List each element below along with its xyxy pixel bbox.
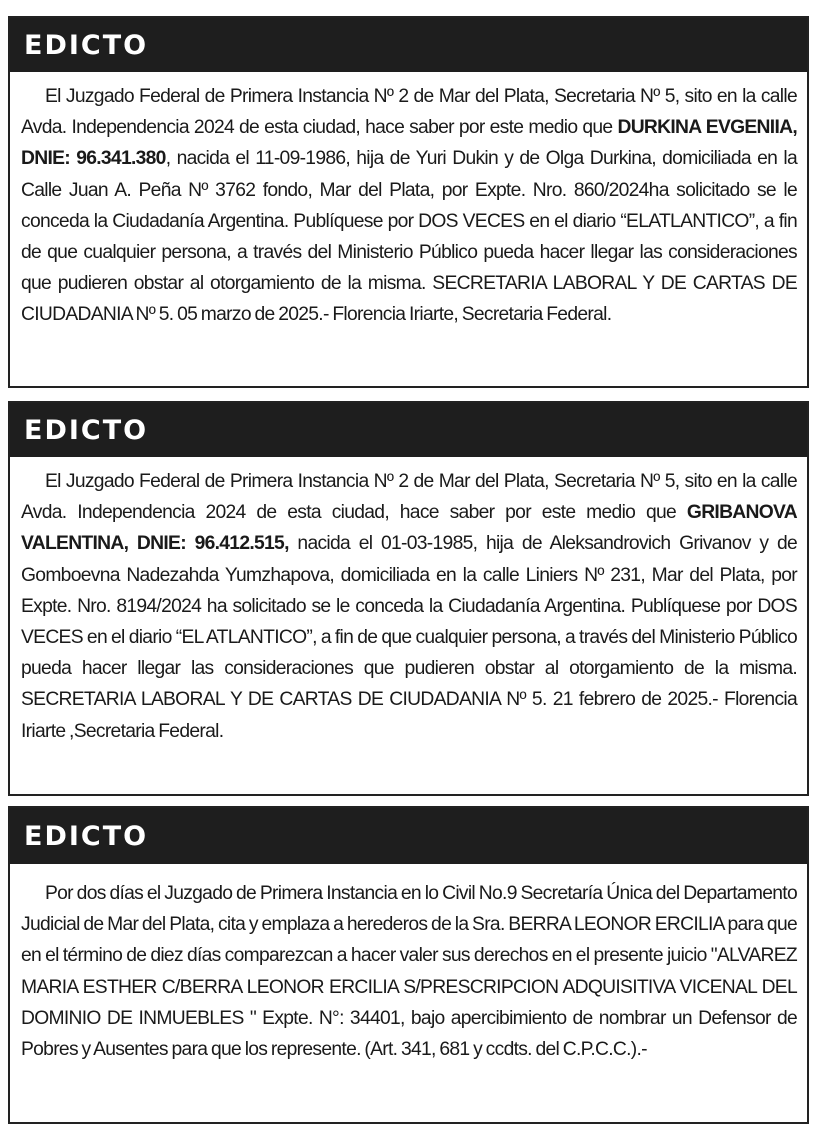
edicto-2 <box>8 401 809 796</box>
edicto-2-text-a: El Juzgado Federal de Primera Instancia Nº 2 de Mar del Plata, Secretaria Nº 5, sito en la calle Avda. Independencia 2024 de esta ciudad, hace saber por este medio que <box>21 471 797 524</box>
edicto-2-paragraph <box>21 466 797 747</box>
edicto-1-title: EDICTO <box>24 29 149 61</box>
edicto-2-header <box>10 403 807 457</box>
edicto-3-paragraph: Por dos días el Juzgado de Primera Instancia en lo Civil No.9 Secretaría Única del Departamento Judicial de Mar del Plata, cita y emplaza a herederos de la Sra. BERRA LEONOR ERCILIA para que en el término de diez días comparezcan a hacer valer sus derechos en el presente juicio "ALVAREZ MARIA ESTHER C/BERRA LEONOR ERCILIA S/PRESCRIPCION ADQUISITIVA VICENAL DEL DOMINIO DE INMUEBLES " Expte. N°: 34401, bajo apercibimiento de nombrar un Defensor de Pobres y Ausentes para que los represente. (Art. 341, 681 y ccdts. del C.P.C.C.).- <box>21 883 797 1061</box>
edicto-1-paragraph <box>21 81 797 331</box>
edicto-1-text-b: , nacida el 11-09-1986, hija de Yuri Dukin y de Olga Durkina, domiciliada en la Calle Juan A. Peña Nº 3762 fondo, Mar del Plata, por Expte. Nro. 860/2024ha solicitado se le conceda la Ciudadanía Argentina. Publíquese por DOS VECES en el diario “ELATLANTICO”, a fin de que cualquier persona, a través del Ministerio Público pueda hacer llegar las consideraciones que pudieren obstar al otorgamiento de la misma. SECRETARIA LABORAL Y DE CARTAS DE CIUDADANIA Nº 5. 05 marzo de 2025.- Florencia Iriarte, Secretaria Federal. <box>21 148 797 326</box>
edicto-1-header <box>10 18 807 72</box>
edicto-1-body <box>10 72 807 341</box>
edicto-1 <box>8 16 809 388</box>
edicto-3-body <box>10 864 807 1075</box>
edicto-2-name-id: GRIBANOVA VALENTINA, DNIE: 96.412.515, <box>21 502 797 555</box>
edicto-2-body <box>10 457 807 757</box>
edicto-2-title: EDICTO <box>24 414 149 446</box>
edicto-1-text-a: El Juzgado Federal de Primera Instancia Nº 2 de Mar del Plata, Secretaria Nº 5, sito en la calle Avda. Independencia 2024 de esta ciudad, hace saber por este medio que <box>21 86 797 139</box>
edicto-3-title: EDICTO <box>24 820 149 852</box>
edicto-2-text-b: nacida el 01-03-1985, hija de Aleksandrovich Grivanov y de Gomboevna Nadezahda Yumzhapova, domiciliada en la calle Liniers Nº 231, Mar del Plata, por Expte. Nro. 8194/2024 ha solicitado se le conceda la Ciudadanía Argentina. Publíquese por DOS VECES en el diario “EL ATLANTICO”, a fin de que cualquier persona, a través del Ministerio Público pueda hacer llegar las consideraciones que pudieren obstar al otorgamiento de la misma. SECRETARIA LABORAL Y DE CARTAS DE CIUDADANIA Nº 5. 21 febrero de 2025.- Florencia Iriarte ,Secretaria Federal. <box>21 533 797 742</box>
edicto-3 <box>8 806 809 1124</box>
edicto-1-name-id: DURKINA EVGENIIA, DNIE: 96.341.380 <box>21 117 797 170</box>
edicto-3-header <box>10 808 807 864</box>
